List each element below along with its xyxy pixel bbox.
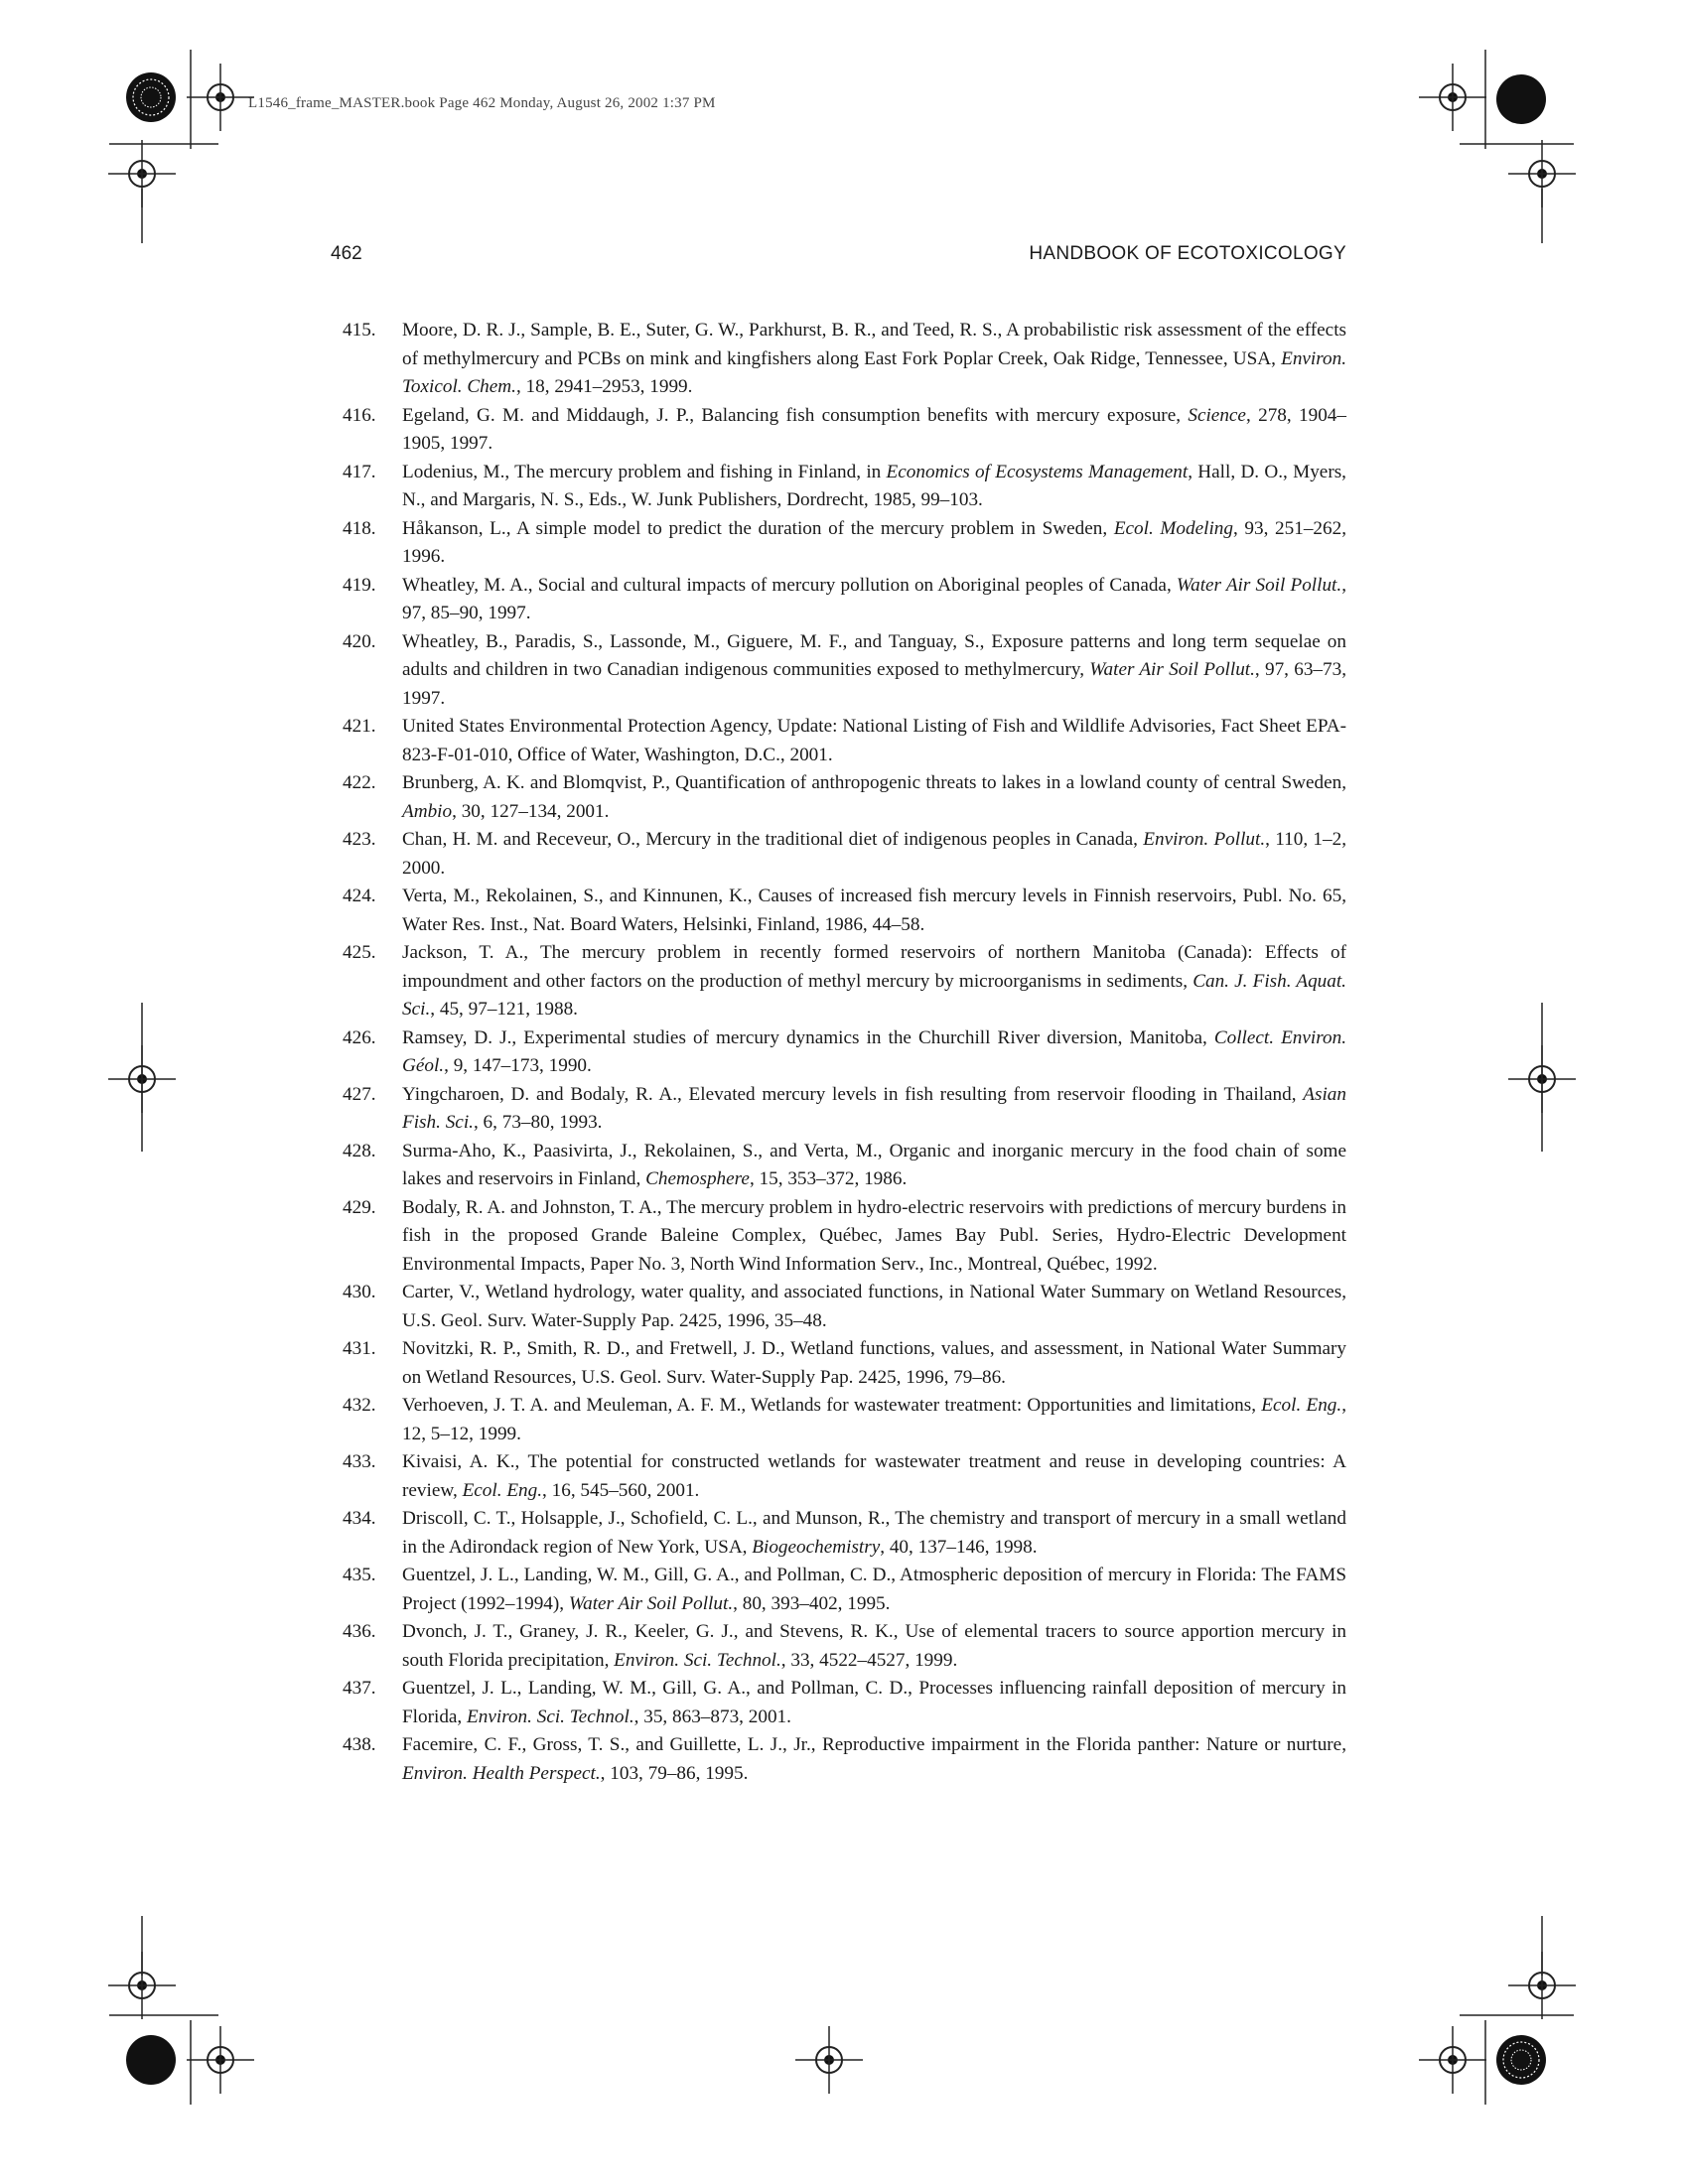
reference-item bbox=[331, 769, 1346, 826]
reference-text: Bodaly, R. A. and Johnston, T. A., The mercury problem in hydro-electric reservoirs with predictions of mercury burdens in fish in the proposed Grande Baleine Complex, Québec, James Bay Publ. Series, Hydro-Electric Development Environmental Impacts, Paper No. 3, North Wind Information Serv., Inc., Montreal, Québec, 1992. bbox=[402, 1196, 1346, 1275]
reference-journal: Asian Fish. Sci. bbox=[402, 1083, 1346, 1133]
registration-mark-bottom-right bbox=[1419, 2026, 1486, 2094]
reference-number: 436. bbox=[343, 1621, 376, 1642]
book-title: HANDBOOK OF ECOTOXICOLOGY bbox=[1029, 243, 1346, 264]
reference-item bbox=[331, 1024, 1346, 1081]
reference-text: Facemire, C. F., Gross, T. S., and Guillette, L. J., Jr., Reproductive impairment in the Florida panther: Nature or nurture, bbox=[402, 1734, 1346, 1755]
reference-text: Brunberg, A. K. and Blomqvist, P., Quantification of anthropogenic threats to lakes in a lowland county of central Sweden, bbox=[402, 772, 1346, 793]
reference-item bbox=[331, 713, 1346, 769]
reference-text: Carter, V., Wetland hydrology, water quality, and associated functions, in National Water Summary on Wetland Resources, U.S. Geol. Surv. Water-Supply Pap. 2425, 1996, 35–48. bbox=[402, 1282, 1346, 1331]
reference-item bbox=[331, 1731, 1346, 1788]
reference-number: 425. bbox=[343, 942, 376, 963]
reference-citation: , 30, 127–134, 2001. bbox=[452, 800, 610, 822]
print-slug-line: L1546_frame_MASTER.book Page 462 Monday, August 26, 2002 1:37 PM bbox=[248, 95, 716, 111]
reference-citation: , 15, 353–372, 1986. bbox=[749, 1168, 908, 1189]
reference-item bbox=[331, 1675, 1346, 1731]
reference-item bbox=[331, 1448, 1346, 1505]
registration-mark-top-right bbox=[1419, 64, 1486, 131]
reference-item bbox=[331, 883, 1346, 939]
reference-number: 422. bbox=[343, 772, 376, 793]
reference-number: 435. bbox=[343, 1565, 376, 1585]
reference-item bbox=[331, 1392, 1346, 1448]
reference-journal: Biogeochemistry bbox=[752, 1536, 881, 1558]
reference-text: Dvonch, J. T., Graney, J. R., Keeler, G. J., and Stevens, R. K., Use of elemental tracers to source apportion mercury in south Florida precipitation, bbox=[402, 1621, 1346, 1671]
reference-number: 419. bbox=[343, 574, 376, 596]
reference-journal: Environ. Health Perspect. bbox=[402, 1762, 601, 1784]
reference-number: 420. bbox=[343, 630, 376, 652]
reference-text: Håkanson, L., A simple model to predict the duration of the mercury problem in Sweden, bbox=[402, 517, 1114, 539]
registration-mark-bottom-center bbox=[795, 2026, 863, 2094]
reference-number: 421. bbox=[343, 716, 376, 737]
reference-citation: , 97, 85–90, 1997. bbox=[402, 574, 1346, 623]
reference-citation: , Hall, D. O., Myers, N., and Margaris, N. S., Eds., W. Junk Publishers, Dordrecht, 1985, 99–103. bbox=[402, 461, 1346, 510]
reference-citation: , 80, 393–402, 1995. bbox=[733, 1592, 891, 1614]
page-number: 462 bbox=[331, 243, 362, 264]
reference-number: 418. bbox=[343, 517, 376, 539]
sunburst-mark-top-left bbox=[126, 72, 176, 122]
reference-journal: Water Air Soil Pollut. bbox=[1089, 659, 1255, 680]
registration-mark-bottom-left bbox=[187, 2026, 254, 2094]
reference-text: Verhoeven, J. T. A. and Meuleman, A. F. M., Wetlands for wastewater treatment: Opportunities and limitations, bbox=[402, 1395, 1262, 1416]
reference-number: 416. bbox=[343, 404, 376, 426]
reference-text: Novitzki, R. P., Smith, R. D., and Fretwell, J. D., Wetland functions, values, and assessment, in National Water Summary on Wetland Resources, U.S. Geol. Surv. Water-Supply Pap. 2425, 1996, 79–86. bbox=[402, 1338, 1346, 1388]
reference-citation: , 93, 251–262, 1996. bbox=[402, 517, 1347, 567]
reference-journal: Can. J. Fish. Aquat. Sci. bbox=[402, 970, 1346, 1020]
reference-item bbox=[331, 939, 1346, 1024]
reference-citation: , 9, 147–173, 1990. bbox=[444, 1055, 592, 1076]
reference-item bbox=[331, 1081, 1346, 1138]
reference-journal: Chemosphere bbox=[645, 1168, 750, 1189]
solid-dot-bottom-left bbox=[126, 2035, 176, 2085]
reference-number: 438. bbox=[343, 1734, 376, 1755]
reference-text: Chan, H. M. and Receveur, O., Mercury in the traditional diet of indigenous peoples in Canada, bbox=[402, 829, 1144, 850]
reference-number: 429. bbox=[343, 1196, 376, 1218]
reference-citation: , 97, 63–73, 1997. bbox=[402, 659, 1346, 709]
sunburst-mark-bottom-right bbox=[1496, 2035, 1546, 2085]
reference-journal: Ecol. Eng. bbox=[462, 1479, 543, 1501]
reference-number: 426. bbox=[343, 1026, 376, 1048]
registration-mark-bottom-left-upper bbox=[108, 1952, 176, 2019]
reference-number: 423. bbox=[343, 829, 376, 850]
reference-citation: , 110, 1–2, 2000. bbox=[402, 829, 1347, 879]
solid-dot-top-right bbox=[1496, 74, 1546, 124]
reference-text: Wheatley, M. A., Social and cultural impacts of mercury pollution on Aboriginal peoples of Canada, bbox=[402, 574, 1177, 596]
reference-text: Surma-Aho, K., Paasivirta, J., Rekolainen, S., and Verta, M., Organic and inorganic mercury in the food chain of some lakes and reservoirs in Finland, bbox=[402, 1140, 1346, 1189]
reference-number: 417. bbox=[343, 461, 376, 482]
reference-item bbox=[331, 1138, 1346, 1194]
reference-text: Yingcharoen, D. and Bodaly, R. A., Elevated mercury levels in fish resulting from reservoir flooding in Thailand, bbox=[402, 1083, 1304, 1105]
reference-citation: , 278, 1904–1905, 1997. bbox=[402, 404, 1346, 454]
reference-item bbox=[331, 1505, 1346, 1562]
reference-journal: Environ. Sci. Technol. bbox=[614, 1649, 781, 1671]
reference-number: 424. bbox=[343, 886, 376, 906]
reference-text: Kivaisi, A. K., The potential for constructed wetlands for wastewater treatment and reuse in developing countries: A review, bbox=[402, 1451, 1346, 1501]
reference-citation: , 16, 545–560, 2001. bbox=[542, 1479, 700, 1501]
reference-text: Driscoll, C. T., Holsapple, J., Schofield, C. L., and Munson, R., The chemistry and transport of mercury in a small wetland in the Adirondack region of New York, USA, bbox=[402, 1508, 1346, 1558]
reference-list bbox=[331, 317, 1346, 1788]
reference-text: Verta, M., Rekolainen, S., and Kinnunen, K., Causes of increased fish mercury levels in Finnish reservoirs, Publ. No. 65, Water Res. Inst., Nat. Board Waters, Helsinki, Finland, 1986, 44–58. bbox=[402, 886, 1346, 935]
reference-journal: Water Air Soil Pollut. bbox=[1176, 574, 1342, 596]
reference-item bbox=[331, 459, 1346, 515]
reference-citation: , 12, 5–12, 1999. bbox=[402, 1395, 1346, 1444]
reference-journal: Ecol. Eng. bbox=[1261, 1395, 1342, 1416]
reference-text: Lodenius, M., The mercury problem and fishing in Finland, in bbox=[402, 461, 887, 482]
reference-item bbox=[331, 1562, 1346, 1618]
registration-mark-bottom-right-upper bbox=[1508, 1952, 1576, 2019]
reference-number: 434. bbox=[343, 1508, 376, 1529]
reference-journal: Water Air Soil Pollut. bbox=[568, 1592, 734, 1614]
registration-mark-top-left bbox=[187, 64, 254, 131]
reference-item bbox=[331, 515, 1346, 572]
reference-citation: , 35, 863–873, 2001. bbox=[633, 1706, 791, 1727]
reference-text: Ramsey, D. J., Experimental studies of mercury dynamics in the Churchill River diversion, Manitoba, bbox=[402, 1026, 1214, 1048]
reference-text: Jackson, T. A., The mercury problem in recently formed reservoirs of northern Manitoba (Canada): Effects of impoundment and other factors on the production of methyl mercury by microorganisms in sediments, bbox=[402, 942, 1346, 992]
reference-text: Moore, D. R. J., Sample, B. E., Suter, G. W., Parkhurst, B. R., and Teed, R. S., A probabilistic risk assessment of the effects of methylmercury and PCBs on mink and kingfishers along East Fork Poplar Creek, Oak Ridge, Tennessee, USA, bbox=[402, 320, 1346, 369]
reference-number: 427. bbox=[343, 1083, 376, 1105]
reference-number: 433. bbox=[343, 1451, 376, 1472]
reference-number: 415. bbox=[343, 320, 376, 341]
reference-text: Egeland, G. M. and Middaugh, J. P., Balancing fish consumption benefits with mercury exposure, bbox=[402, 404, 1189, 426]
reference-journal: Science bbox=[1188, 404, 1246, 426]
reference-text: Wheatley, B., Paradis, S., Lassonde, M., Giguere, M. F., and Tanguay, S., Exposure patterns and long term sequelae on adults and children in two Canadian indigenous communities exposed to methylmercury, bbox=[402, 630, 1346, 680]
reference-text: United States Environmental Protection Agency, Update: National Listing of Fish and Wildlife Advisories, Fact Sheet EPA-823-F-01-010, Office of Water, Washington, D.C., 2001. bbox=[402, 716, 1346, 765]
reference-journal: Ambio bbox=[402, 800, 453, 822]
reference-item bbox=[331, 1335, 1346, 1392]
reference-item bbox=[331, 628, 1346, 714]
reference-item bbox=[331, 572, 1346, 628]
reference-citation: , 33, 4522–4527, 1999. bbox=[780, 1649, 958, 1671]
reference-text: Guentzel, J. L., Landing, W. M., Gill, G. A., and Pollman, C. D., Processes influencing rainfall deposition of mercury in Florida, bbox=[402, 1678, 1346, 1727]
reference-journal: Economics of Ecosystems Management bbox=[886, 461, 1189, 482]
reference-journal: Environ. Toxicol. Chem. bbox=[402, 347, 1346, 397]
reference-text: Guentzel, J. L., Landing, W. M., Gill, G. A., and Pollman, C. D., Atmospheric deposition of mercury in Florida: The FAMS Project (1992–1994), bbox=[402, 1565, 1346, 1614]
reference-citation: , 40, 137–146, 1998. bbox=[880, 1536, 1038, 1558]
reference-citation: , 45, 97–121, 1988. bbox=[430, 999, 578, 1020]
reference-item bbox=[331, 826, 1346, 883]
reference-journal: Ecol. Modeling bbox=[1113, 517, 1233, 539]
reference-number: 437. bbox=[343, 1678, 376, 1699]
reference-journal: Environ. Sci. Technol. bbox=[467, 1706, 634, 1727]
reference-item bbox=[331, 1618, 1346, 1675]
reference-number: 432. bbox=[343, 1395, 376, 1416]
reference-number: 430. bbox=[343, 1282, 376, 1302]
reference-citation: , 18, 2941–2953, 1999. bbox=[515, 376, 693, 397]
reference-number: 431. bbox=[343, 1338, 376, 1359]
reference-item bbox=[331, 1194, 1346, 1280]
reference-citation: , 6, 73–80, 1993. bbox=[473, 1112, 603, 1133]
reference-number: 428. bbox=[343, 1140, 376, 1161]
reference-item bbox=[331, 402, 1346, 459]
reference-journal: Collect. Environ. Géol. bbox=[402, 1026, 1346, 1076]
reference-item bbox=[331, 1279, 1346, 1335]
reference-item bbox=[331, 317, 1346, 402]
reference-journal: Environ. Pollut. bbox=[1143, 829, 1266, 850]
reference-citation: , 103, 79–86, 1995. bbox=[600, 1762, 749, 1784]
